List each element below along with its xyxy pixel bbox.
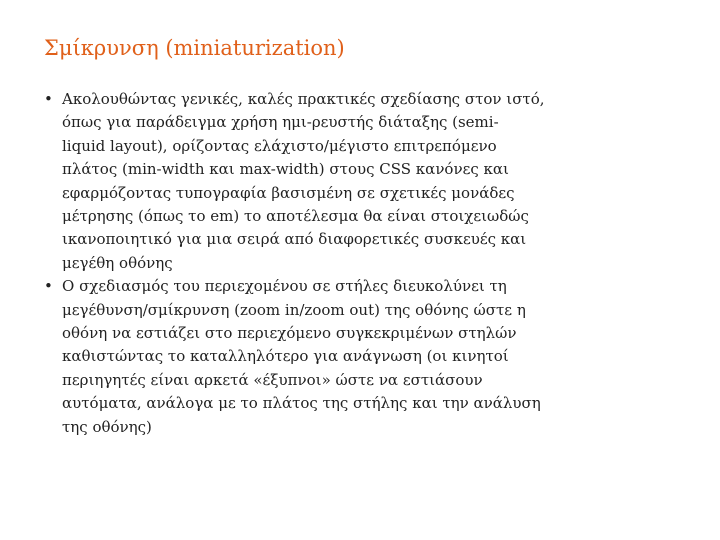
bullet-line: Ακολουθώντας γενικές, καλές πρακτικές σχεδίασης στον ιστό, [62,90,545,108]
bullet-line: περιηγητές είναι αρκετά «έξυπνοι» ώστε να εστιάσουν [62,370,483,389]
bullet-line: καθιστώντας το καταλληλότερο για ανάγνωση (οι κινητοί [62,347,509,366]
bullet-line: της οθόνης) [62,417,152,436]
bullet-item [44,275,684,439]
bullet-line: Ο σχεδιασμός του περιεχομένου σε στήλες διευκολύνει τη [62,277,507,296]
bullet-line: ικανοποιητικό για μια σειρά από διαφορετικές συσκευές και [62,230,527,249]
bullet-line: liquid layout), ορίζοντας ελάχιστο/μέγιστο επιτρεπόμενο [62,136,497,155]
bullet-list [44,88,684,439]
bullet-line: μεγέθη οθόνης [62,253,173,272]
bullet-item [44,88,684,275]
bullet-line: μεγέθυνση/σμίκρυνση (zoom in/zoom out) της οθόνης ώστε η [62,300,526,319]
bullet-line: οθόνη να εστιάζει στο περιεχόμενο συγκεκριμένων στηλών [62,324,517,343]
slide-title: Σμίκρυνση (miniaturization) [44,36,345,60]
bullet-line: αυτόματα, ανάλογα με το πλάτος της στήλης και την ανάλυση [62,394,541,413]
bullet-line: πλάτος (min-width και max-width) στους CSS κανόνες και [62,160,509,179]
bullet-marker: • [44,277,53,296]
bullet-line: εφαρμόζοντας τυπογραφία βασισμένη σε σχετικές μονάδες [62,183,515,202]
bullet-line: όπως για παράδειγμα χρήση ημι-ρευστής διάταξης (semi- [62,113,499,132]
bullet-marker: • [44,90,53,108]
bullet-line: μέτρησης (όπως το em) το αποτέλεσμα θα είναι στοιχειωδώς [62,207,529,226]
